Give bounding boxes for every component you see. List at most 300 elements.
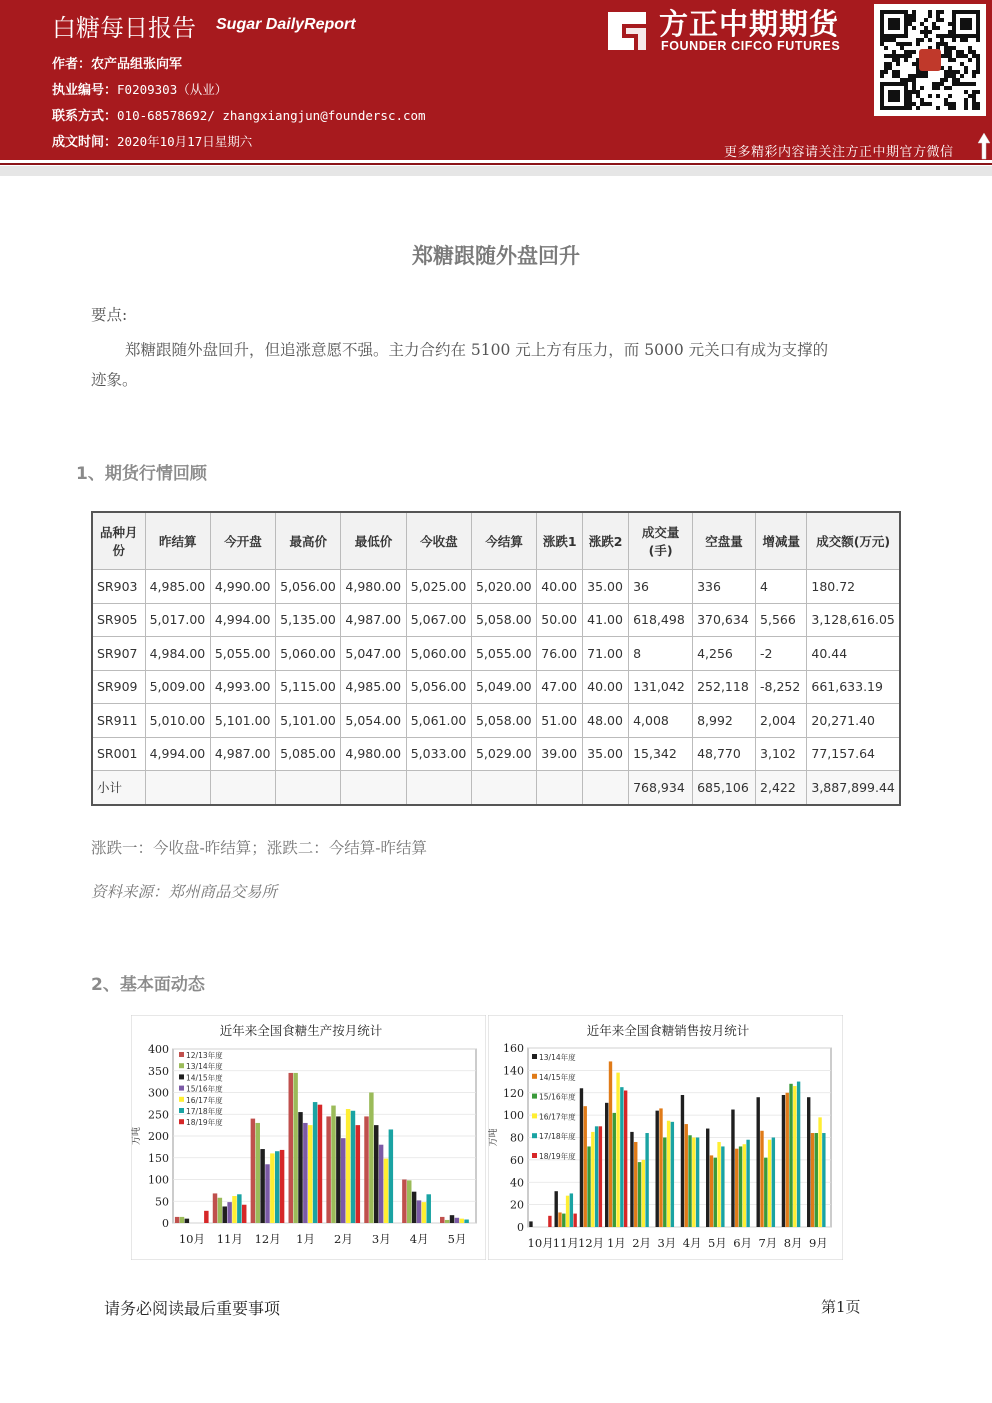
table-cell: 5,085.00 (276, 737, 341, 771)
bar (659, 1108, 662, 1227)
table-header-cell: 品种月份 (92, 512, 145, 570)
table-subtotal-row (92, 771, 900, 805)
table-header-cell: 成交额(万元) (807, 512, 900, 570)
legend-label: 17/18年度 (186, 1107, 223, 1116)
table-row (92, 704, 900, 738)
table-cell: 5,101.00 (276, 704, 341, 738)
table-header-cell: 今收盘 (406, 512, 471, 570)
table-cell: 4 (756, 570, 807, 604)
table-header-cell: 昨结算 (145, 512, 210, 570)
table-cell: 40.00 (583, 670, 629, 704)
header-shadow-bar (0, 166, 992, 176)
bar (412, 1192, 416, 1223)
table-cell (210, 771, 275, 805)
legend-label: 16/17年度 (186, 1095, 223, 1105)
bar (369, 1093, 373, 1224)
y-tick-label: 120 (503, 1086, 524, 1100)
y-tick-label: 40 (510, 1176, 524, 1190)
table-cell: 35.00 (583, 737, 629, 771)
up-arrow-icon (977, 132, 991, 160)
table-cell (341, 771, 406, 805)
table-header-cell: 增减量 (756, 512, 807, 570)
bar (326, 1116, 330, 1223)
x-tick-label: 5月 (707, 1236, 727, 1250)
date-value: 2020年10月17日星期六 (117, 134, 253, 149)
bar (681, 1095, 684, 1227)
wechat-qr-code-icon[interactable] (874, 4, 986, 116)
table-cell: SR911 (92, 704, 145, 738)
date-line (52, 131, 252, 150)
table-cell: 5,566 (756, 603, 807, 637)
bar (265, 1164, 269, 1223)
x-tick-label: 1月 (296, 1232, 315, 1246)
brand-logo-icon (604, 8, 650, 54)
table-header-cell: 今开盘 (210, 512, 275, 570)
table-cell: 5,056.00 (276, 570, 341, 604)
x-tick-label: 4月 (409, 1232, 429, 1246)
bar (613, 1113, 616, 1227)
table-cell: 5,009.00 (145, 670, 210, 704)
bar (180, 1217, 184, 1223)
table-cell: 51.00 (537, 704, 583, 738)
bar (318, 1105, 322, 1223)
contact-label: 联系方式： (52, 109, 118, 124)
bar (630, 1132, 633, 1227)
author-value: 农产品组张向军 (91, 57, 183, 72)
bar (822, 1133, 825, 1227)
table-cell: 5,025.00 (406, 570, 471, 604)
table-cell: 5,135.00 (276, 603, 341, 637)
x-tick-label: 12月 (254, 1232, 281, 1246)
chart-title: 近年来全国食糖生产按月统计 (219, 1023, 383, 1038)
bar (696, 1138, 699, 1228)
bar (573, 1214, 576, 1227)
table-cell: 4,980.00 (341, 737, 406, 771)
bar (706, 1129, 709, 1227)
table-cell: 8 (629, 637, 693, 671)
bar (364, 1116, 368, 1223)
x-tick-label: 3月 (371, 1232, 391, 1246)
y-tick-label: 20 (510, 1198, 524, 1212)
table-header-cell: 涨跌2 (583, 512, 629, 570)
x-tick-label: 1月 (606, 1236, 626, 1250)
bar (275, 1151, 279, 1223)
legend-label: 15/16年度 (539, 1092, 576, 1102)
bar (645, 1133, 648, 1227)
bar (735, 1149, 738, 1227)
bar (739, 1146, 742, 1227)
table-cell: 5,067.00 (406, 603, 471, 637)
bar (688, 1135, 691, 1227)
y-tick-label: 140 (503, 1064, 524, 1078)
legend-swatch (179, 1063, 184, 1068)
bar (656, 1111, 659, 1227)
table-cell (145, 771, 210, 805)
table-cell: 5,010.00 (145, 704, 210, 738)
table-cell: -2 (756, 637, 807, 671)
bar (797, 1082, 800, 1227)
y-tick-label: 50 (155, 1195, 169, 1209)
bar (692, 1138, 695, 1228)
table-cell (537, 771, 583, 805)
legend-swatch (532, 1133, 537, 1138)
author-line (52, 53, 182, 72)
table-cell: 20,271.40 (807, 704, 900, 738)
bar (450, 1215, 454, 1223)
table-cell: SR909 (92, 670, 145, 704)
section-heading-futures: 1、期货行情回顾 (76, 464, 207, 484)
bar (811, 1133, 814, 1227)
data-source-note: 资料来源：郑州商品交易所 (91, 883, 278, 901)
legend-label: 14/15年度 (539, 1072, 576, 1082)
bar (227, 1202, 231, 1223)
bar (757, 1097, 760, 1227)
document-title: 郑糖跟随外盘回升 (412, 244, 580, 268)
table-cell (471, 771, 536, 805)
date-label: 成文时间： (52, 135, 118, 150)
y-tick-label: 250 (148, 1108, 169, 1122)
y-tick-label: 400 (148, 1043, 169, 1056)
bar (336, 1116, 340, 1223)
table-cell: 5,060.00 (406, 637, 471, 671)
table-cell: 3,887,899.44 (807, 771, 900, 805)
table-cell (583, 771, 629, 805)
x-tick-label: 11月 (216, 1232, 243, 1246)
bar (685, 1124, 688, 1227)
legend-swatch (532, 1074, 537, 1079)
x-tick-label: 3月 (657, 1236, 677, 1250)
bar (599, 1126, 602, 1227)
table-cell: SR903 (92, 570, 145, 604)
bar (213, 1193, 217, 1223)
x-tick-label: 2月 (334, 1232, 353, 1246)
y-tick-label: 150 (148, 1151, 169, 1165)
bar (351, 1111, 355, 1223)
table-cell: 5,017.00 (145, 603, 210, 637)
table-header-cell: 成交量(手) (629, 512, 693, 570)
table-row (92, 570, 900, 604)
y-axis-label: 万吨 (489, 1128, 499, 1147)
bar (782, 1095, 785, 1227)
table-cell: 5,020.00 (471, 570, 536, 604)
table-cell: 5,058.00 (471, 704, 536, 738)
bar (251, 1119, 255, 1223)
table-cell: 3,102 (756, 737, 807, 771)
y-tick-label: 100 (503, 1109, 524, 1123)
bar (609, 1061, 612, 1227)
table-cell: 8,992 (693, 704, 756, 738)
legend-swatch (179, 1074, 184, 1079)
table-cell: 71.00 (583, 637, 629, 671)
bar (356, 1125, 360, 1223)
bar (445, 1220, 449, 1223)
keypoints-label: 要点: (91, 306, 128, 324)
bar (313, 1102, 317, 1223)
x-tick-label: 2月 (632, 1236, 652, 1250)
bar (786, 1093, 789, 1227)
header-divider (0, 163, 992, 165)
bar (793, 1086, 796, 1227)
x-tick-label: 9月 (808, 1236, 828, 1250)
author-label: 作者： (52, 57, 92, 72)
bar (260, 1149, 264, 1223)
bar (280, 1150, 284, 1223)
bar (605, 1103, 608, 1227)
table-cell: 36 (629, 570, 693, 604)
y-tick-label: 0 (162, 1217, 169, 1230)
x-tick-label: 6月 (733, 1236, 753, 1250)
bar (731, 1110, 734, 1227)
table-cell: 4,985.00 (341, 670, 406, 704)
table-cell: 685,106 (693, 771, 756, 805)
table-cell: 39.00 (537, 737, 583, 771)
contact-line (52, 105, 426, 124)
bar (270, 1153, 274, 1223)
bar (760, 1131, 763, 1227)
table-cell: 4,994.00 (145, 737, 210, 771)
bar (459, 1219, 463, 1223)
bar (175, 1217, 179, 1223)
table-cell: 5,054.00 (341, 704, 406, 738)
table-header-cell: 最低价 (341, 512, 406, 570)
table-cell: 4,987.00 (341, 603, 406, 637)
legend-label: 18/19年度 (186, 1118, 223, 1128)
x-tick-label: 4月 (682, 1236, 702, 1250)
bar (298, 1112, 302, 1223)
legend-swatch (532, 1113, 537, 1118)
bar (529, 1221, 532, 1227)
bar (717, 1142, 720, 1227)
table-cell: 15,342 (629, 737, 693, 771)
table-cell: 41.00 (583, 603, 629, 637)
table-cell: 4,980.00 (341, 570, 406, 604)
bar (464, 1220, 468, 1223)
keypoints-text-line2: 迹象。 (91, 371, 138, 389)
legend-label: 15/16年度 (186, 1084, 223, 1094)
bar (562, 1214, 565, 1227)
table-row (92, 603, 900, 637)
table-cell: 48,770 (693, 737, 756, 771)
bar (616, 1073, 619, 1227)
bar (772, 1138, 775, 1228)
bar (455, 1218, 459, 1223)
table-cell: 5,060.00 (276, 637, 341, 671)
follow-wechat-text: 更多精彩内容请关注方正中期官方微信 (724, 145, 954, 160)
bar (331, 1106, 335, 1223)
bar (185, 1219, 189, 1223)
bar (624, 1091, 627, 1227)
license-label: 执业编号： (52, 83, 118, 98)
bar (789, 1084, 792, 1227)
bar (440, 1217, 444, 1223)
x-tick-label: 10月 (527, 1236, 554, 1250)
table-cell: -8,252 (756, 670, 807, 704)
legend-label: 14/15年度 (186, 1073, 223, 1083)
bar (714, 1158, 717, 1227)
x-tick-label: 5月 (447, 1232, 467, 1246)
x-tick-label: 11月 (552, 1236, 579, 1250)
x-tick-label: 10月 (178, 1232, 206, 1246)
table-cell: 131,042 (629, 670, 693, 704)
bar (223, 1206, 227, 1223)
footer-notice: 请务必阅读最后重要事项 (104, 1299, 281, 1318)
table-header-cell: 最高价 (276, 512, 341, 570)
bar (407, 1180, 411, 1223)
y-tick-label: 350 (148, 1064, 169, 1078)
bar (422, 1202, 426, 1223)
x-tick-label: 7月 (758, 1236, 778, 1250)
bar (743, 1144, 746, 1227)
table-cell: 4,990.00 (210, 570, 275, 604)
table-cell: 5,047.00 (341, 637, 406, 671)
y-tick-label: 60 (510, 1153, 524, 1167)
table-cell: 47.00 (537, 670, 583, 704)
table-cell: 2,422 (756, 771, 807, 805)
table-cell: 5,055.00 (210, 637, 275, 671)
page-number: 第1页 (821, 1298, 861, 1316)
table-cell: 5,029.00 (471, 737, 536, 771)
y-axis-label: 万吨 (132, 1126, 142, 1146)
y-tick-label: 300 (148, 1086, 169, 1100)
table-cell: 4,987.00 (210, 737, 275, 771)
bar (548, 1216, 551, 1227)
table-cell: 4,984.00 (145, 637, 210, 671)
table-cell: 4,256 (693, 637, 756, 671)
bar (566, 1196, 569, 1227)
table-header-row (92, 512, 900, 570)
bar (204, 1211, 208, 1223)
table-cell: 370,634 (693, 603, 756, 637)
bar (555, 1191, 558, 1227)
table-row (92, 637, 900, 671)
legend-swatch (532, 1054, 537, 1059)
bar (721, 1146, 724, 1227)
table-cell: 3,128,616.05 (807, 603, 900, 637)
bar (807, 1097, 810, 1227)
y-tick-label: 200 (148, 1130, 169, 1143)
license-line (52, 79, 227, 98)
table-cell: 40.00 (537, 570, 583, 604)
bar (642, 1160, 645, 1227)
table-cell: 5,101.00 (210, 704, 275, 738)
brand-name-en: FOUNDER CIFCO FUTURES (661, 39, 841, 53)
table-cell: 48.00 (583, 704, 629, 738)
table-cell: 35.00 (583, 570, 629, 604)
legend-swatch (532, 1153, 537, 1158)
table-cell: 618,498 (629, 603, 693, 637)
table-cell: 336 (693, 570, 756, 604)
table-header-cell: 涨跌1 (537, 512, 583, 570)
y-tick-label: 0 (517, 1221, 524, 1234)
legend-label: 13/14年度 (186, 1062, 223, 1072)
bar (818, 1117, 821, 1227)
sales-chart (488, 1015, 843, 1260)
table-cell (276, 771, 341, 805)
bar (638, 1162, 641, 1227)
bar (764, 1158, 767, 1227)
bar (620, 1087, 623, 1227)
bar (242, 1205, 246, 1223)
bar (346, 1109, 350, 1223)
bar (293, 1073, 297, 1223)
bar (374, 1125, 378, 1223)
table-cell: SR907 (92, 637, 145, 671)
table-cell: 4,008 (629, 704, 693, 738)
bar (746, 1140, 749, 1227)
y-tick-label: 80 (510, 1131, 524, 1145)
legend-label: 12/13年度 (186, 1051, 223, 1060)
y-tick-label: 160 (503, 1042, 524, 1055)
contact-value: 010-68578692/ zhangxiangjun@foundersc.com (117, 108, 426, 123)
table-cell: 5,033.00 (406, 737, 471, 771)
keypoints-text-line1: 郑糖跟随外盘回升，但追涨意愿不强。主力合约在 5100 元上方有压力，而 5000 元关口有成为支撑的 (125, 341, 829, 359)
bar (815, 1133, 818, 1227)
futures-quote-table (91, 511, 901, 806)
report-title-cn: 白糖每日报告 (52, 14, 196, 42)
brand-name-cn: 方正中期期货 (659, 7, 840, 41)
sales-chart-svg (488, 1015, 843, 1260)
table-cell: 50.00 (537, 603, 583, 637)
table-cell: 2,004 (756, 704, 807, 738)
table-cell: 252,118 (693, 670, 756, 704)
legend-swatch (179, 1108, 184, 1113)
bar (595, 1126, 598, 1227)
report-header (0, 0, 992, 160)
legend-swatch (179, 1097, 184, 1102)
bar (426, 1194, 430, 1223)
table-cell: 4,993.00 (210, 670, 275, 704)
bar (768, 1140, 771, 1227)
bar (232, 1196, 236, 1223)
x-tick-label: 12月 (578, 1236, 605, 1250)
bar (289, 1073, 293, 1223)
table-cell: 4,985.00 (145, 570, 210, 604)
table-cell: 768,934 (629, 771, 693, 805)
legend-label: 16/17年度 (539, 1112, 576, 1122)
bar (584, 1106, 587, 1227)
bar (379, 1145, 383, 1223)
table-cell: SR905 (92, 603, 145, 637)
bar (402, 1180, 406, 1224)
table-cell: 4,994.00 (210, 603, 275, 637)
table-cell: 77,157.64 (807, 737, 900, 771)
bar (634, 1142, 637, 1227)
table-cell: 5,115.00 (276, 670, 341, 704)
table-cell: 5,058.00 (471, 603, 536, 637)
bar (580, 1088, 583, 1227)
table-cell: 661,633.19 (807, 670, 900, 704)
table-header-cell: 空盘量 (693, 512, 756, 570)
table-cell (406, 771, 471, 805)
legend-swatch (179, 1119, 184, 1124)
report-title-en: Sugar DailyReport (216, 16, 356, 33)
table-row (92, 670, 900, 704)
bar (303, 1123, 307, 1223)
table-cell: 5,055.00 (471, 637, 536, 671)
table-cell: 5,049.00 (471, 670, 536, 704)
legend-label: 18/19年度 (539, 1152, 576, 1161)
change-definition-note: 涨跌一：今收盘-昨结算；涨跌二：今结算-昨结算 (91, 839, 427, 857)
bar (341, 1138, 345, 1223)
legend-swatch (179, 1052, 184, 1057)
x-tick-label: 8月 (783, 1236, 803, 1250)
bar (237, 1194, 241, 1223)
chart-title: 近年来全国食糖销售按月统计 (586, 1023, 750, 1038)
bar (256, 1123, 260, 1223)
bar (710, 1155, 713, 1227)
table-cell: SR001 (92, 737, 145, 771)
legend-swatch (532, 1094, 537, 1099)
